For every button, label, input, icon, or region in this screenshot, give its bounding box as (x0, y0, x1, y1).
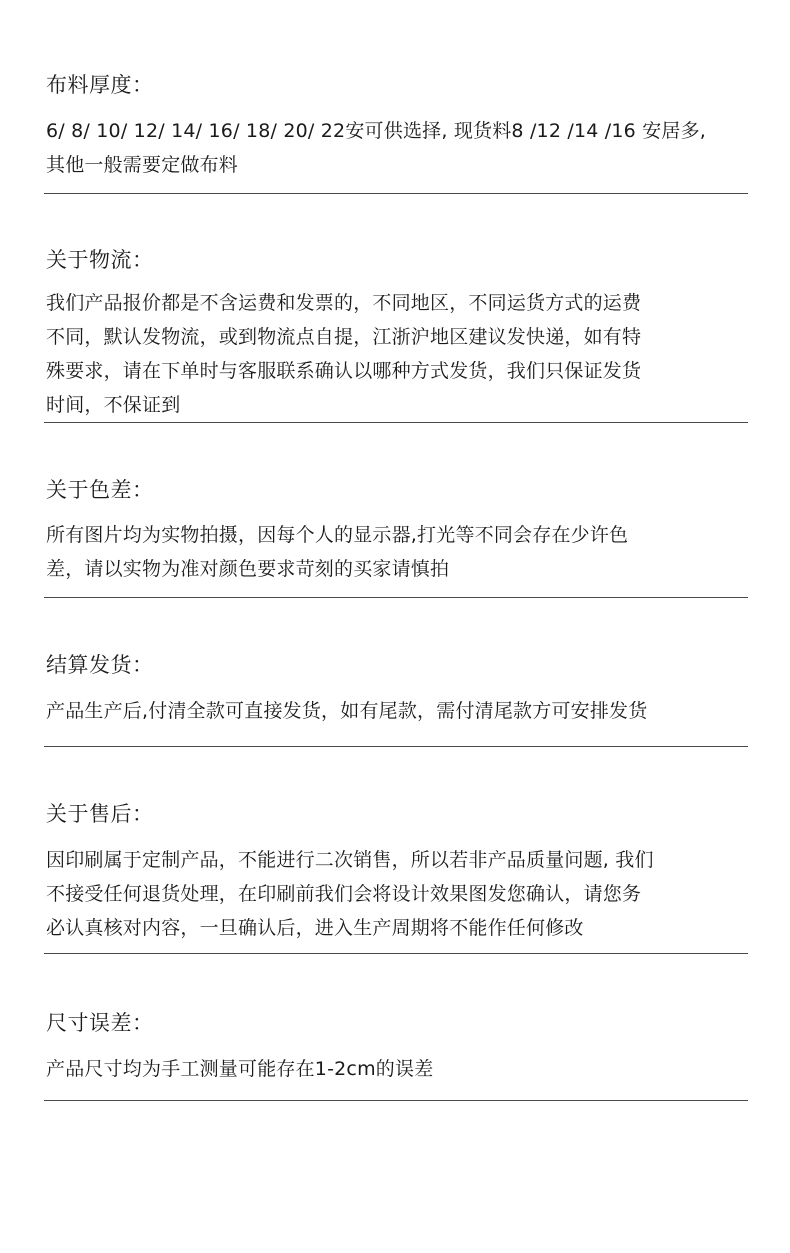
body-line: 时间，不保证到 (46, 394, 181, 416)
section-title: 结算发货： (46, 653, 154, 677)
divider (44, 953, 748, 954)
divider (44, 193, 748, 194)
divider (44, 1100, 748, 1101)
section-size-tolerance (46, 1008, 748, 1086)
section-body (46, 518, 748, 586)
section-color-difference (46, 475, 748, 586)
section-body (46, 1052, 748, 1086)
section-title: 关于色差： (46, 478, 154, 502)
body-line: 必认真核对内容，一旦确认后，进入生产周期将不能作任何修改 (46, 917, 584, 939)
divider (44, 746, 748, 747)
body-line: 殊要求，请在下单时与客服联系确认以哪种方式发货，我们只保证发货 (46, 360, 642, 382)
section-settlement-shipping (46, 650, 748, 728)
body-line: 因印刷属于定制产品，不能进行二次销售，所以若非产品质量问题, 我们 (46, 849, 654, 871)
body-line: 所有图片均为实物拍摄，因每个人的显示器,打光等不同会存在少许色 (46, 524, 629, 546)
divider (44, 422, 748, 423)
body-line: 不同，默认发物流，或到物流点自提，江浙沪地区建议发快递，如有特 (46, 326, 642, 348)
body-line: 其他一般需要定做布料 (46, 154, 239, 176)
section-title: 关于物流： (46, 248, 154, 272)
body-line: 差，请以实物为准对颜色要求苛刻的买家请慎拍 (46, 558, 450, 580)
body-line: 6/ 8/ 10/ 12/ 14/ 16/ 18/ 20/ 22安可供选择, 现货料8 /12 /14 /16 安居多, (46, 120, 707, 142)
section-fabric-thickness (46, 70, 748, 182)
divider (44, 597, 748, 598)
body-line: 不接受任何退货处理，在印刷前我们会将设计效果图发您确认，请您务 (46, 883, 642, 905)
section-body (46, 114, 748, 182)
section-title: 尺寸误差： (46, 1011, 154, 1035)
section-after-sales (46, 799, 748, 945)
section-title: 关于售后： (46, 802, 154, 826)
section-body (46, 843, 748, 945)
body-line: 产品尺寸均为手工测量可能存在1-2cm的误差 (46, 1058, 434, 1080)
body-line: 我们产品报价都是不含运费和发票的，不同地区，不同运货方式的运费 (46, 292, 642, 314)
section-body (46, 694, 748, 728)
body-line: 产品生产后,付清全款可直接发货，如有尾款，需付清尾款方可安排发货 (46, 700, 648, 722)
section-body (46, 286, 748, 422)
section-logistics (46, 245, 748, 422)
section-title: 布料厚度： (46, 73, 154, 97)
